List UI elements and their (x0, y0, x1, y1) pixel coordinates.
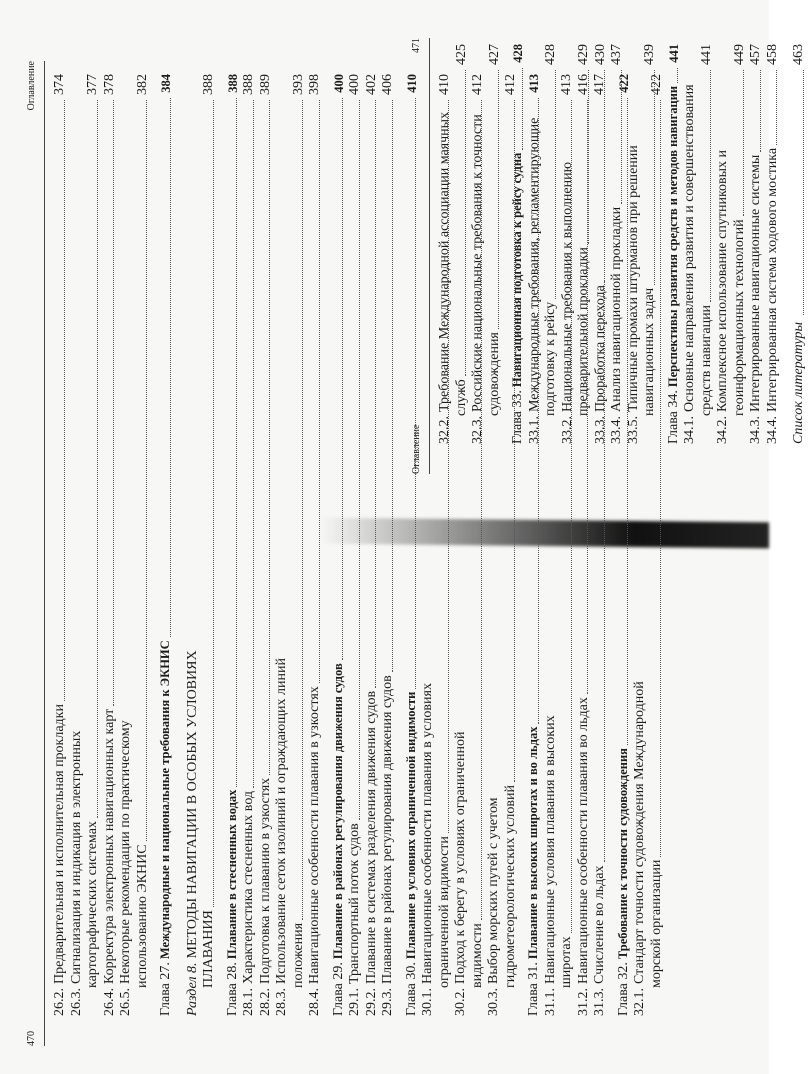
leader-dots (342, 98, 343, 661)
leader-dots (253, 100, 254, 788)
entry-page-number: 428 (543, 44, 558, 65)
entry-number: 28.4. (307, 988, 322, 1016)
chapter-label: Глава 32. (615, 962, 631, 1016)
entry-page-number: 413 (527, 74, 541, 93)
chapter-title: Требование к точности судовождения (615, 748, 630, 960)
chapter-heading (665, 86, 683, 444)
toc-entry (307, 74, 324, 1016)
toc-entry (748, 44, 765, 444)
entry-number: 34.1. (682, 416, 697, 444)
entry-text: служб (453, 379, 469, 416)
entry-text: Проработка перехода (592, 285, 608, 412)
chapter-label: Глава 30. (403, 962, 419, 1016)
entry-page-number: 388 (225, 74, 240, 93)
toc-entry (682, 44, 699, 444)
entry-page-number: 437 (609, 44, 624, 65)
right-table-of-contents (437, 44, 808, 444)
right-page-number: 471 (411, 38, 422, 53)
entry-page-number: 388 (201, 74, 216, 95)
leader-dots (743, 70, 744, 216)
chapter-title: Плавание в районах регулирования движения судов (330, 663, 345, 960)
entry-page-number: 400 (331, 74, 346, 93)
entry-page-number: 388 (241, 74, 256, 95)
entry-page-number: 441 (698, 44, 714, 65)
toc-entry (527, 44, 544, 444)
leader-dots (236, 98, 237, 787)
left-page-number: 470 (26, 1031, 37, 1046)
entry-text: Выбор морских путей с учетом (486, 797, 501, 984)
leader-dots (803, 70, 804, 315)
left-page-header (26, 61, 45, 1046)
chapter-title: Перспективы развития средств и методов навигации (665, 85, 680, 388)
entry-page-number: 410 (436, 74, 452, 95)
entry-text: Некоторые рекомендации по практическому (118, 720, 133, 984)
entry-text: Навигационные особенности плавания в узкостях (307, 686, 322, 984)
chapter-label: Глава 28. (224, 962, 240, 1016)
entry-page-number: 410 (404, 74, 419, 93)
entry-page-number: 425 (453, 44, 469, 65)
leader-dots (170, 98, 171, 638)
leader-dots (555, 70, 556, 299)
entry-number: 28.2. (257, 988, 273, 1016)
leader-dots (776, 70, 777, 145)
chapter-title: Навигационная подготовка к рейсу судна (510, 152, 524, 388)
leader-dots (710, 70, 711, 302)
entry-page-number: 422 (616, 74, 631, 93)
leader-dots (588, 70, 589, 244)
entry-page-number: 429 (576, 44, 591, 65)
entry-page-number: 402 (363, 74, 379, 95)
entry-page-number: 428 (511, 44, 525, 63)
toc-entry-continuation (732, 44, 749, 444)
entry-number: 34.2. (715, 416, 730, 444)
toc-chapter-entry (509, 44, 527, 444)
chapter-heading (224, 790, 242, 1016)
entry-number: 33.4. (609, 416, 624, 444)
toc-entry-continuation (454, 44, 471, 444)
entry-page-number: 430 (592, 44, 608, 65)
entry-text: Навигационные особенности плавания в условиях (420, 683, 435, 984)
right-running-head: Оглавление (411, 424, 422, 474)
entry-page-number: 463 (791, 44, 806, 65)
entry-page-number: 400 (347, 74, 362, 95)
entry-number: 34.3. (748, 416, 763, 444)
leader-dots (677, 68, 678, 83)
toc-entry (364, 74, 381, 1016)
leader-dots (64, 100, 65, 701)
entry-text: ПЛАВАНИЯ (201, 910, 216, 988)
toc-section-entry (185, 74, 202, 1016)
entry-page-number: 378 (101, 74, 117, 95)
entry-number: 29.3. (380, 988, 395, 1016)
toc-entry-continuation (291, 74, 308, 1016)
leader-dots (113, 100, 114, 706)
chapter-label: Глава 27. (158, 962, 173, 1016)
entry-number: 28.1. (241, 988, 256, 1016)
entry-page-number: 377 (85, 74, 100, 95)
entry-number: 30.1. (420, 988, 435, 1016)
entry-text: средств навигации (698, 304, 714, 416)
entry-text: Международные требования, регламентирующие (526, 117, 542, 412)
entry-page-number: 412 (469, 74, 485, 95)
entry-number: 30.2. (453, 988, 468, 1016)
entry-number: 28.3. (274, 988, 289, 1016)
entry-number: 33.1. (526, 416, 542, 444)
entry-text: широтах (559, 936, 574, 988)
toc-entry (470, 44, 487, 444)
toc-entry (52, 74, 69, 1016)
entry-number: 31.2. (575, 988, 591, 1016)
entry-text: Интегрированная система ходового мостика (764, 147, 780, 412)
entry-number: 32.3. (470, 416, 485, 444)
toc-entry (102, 74, 119, 1016)
toc-entry-continuation (642, 44, 659, 444)
toc-entry (626, 44, 643, 444)
chapter-title: Международные и национальные требования к ЭКНИС (158, 640, 172, 960)
section-heading (185, 650, 202, 1016)
leader-dots (498, 70, 499, 329)
entry-page-number: 382 (134, 74, 150, 95)
entry-text: Счисление во льдах (592, 865, 607, 984)
leader-dots (621, 70, 622, 204)
toc-entry-continuation (699, 44, 716, 444)
entry-text: Плавание в системах разделения движения судов (363, 690, 379, 984)
left-running-head: Оглавление (26, 61, 37, 111)
toc-entry (118, 74, 135, 1016)
entry-page-number: 449 (731, 44, 747, 65)
entry-text: предварительной прокладки (576, 247, 591, 416)
entry-text: Подготовка к плаванию в узкостях (257, 777, 273, 984)
leader-dots (319, 100, 320, 683)
entry-text: видимости (469, 923, 485, 988)
entry-page-number: 458 (764, 44, 780, 65)
toc-entry-continuation (543, 44, 560, 444)
bibliography-title: Список литературы (791, 322, 806, 444)
entry-number: 31.3. (592, 988, 607, 1016)
leader-dots (465, 70, 466, 376)
entry-text: Корректура электронных навигационных карт (101, 708, 117, 984)
entry-number: 33.3. (592, 416, 608, 444)
section-title: МЕТОДЫ НАВИГАЦИИ В ОСОБЫХ УСЛОВИЯХ (184, 650, 200, 959)
leader-dots (146, 100, 147, 841)
chapter-title: Плавание в высоких широтах и во льдах (526, 726, 540, 960)
toc-entry (241, 74, 258, 1016)
toc-entry-continuation (85, 74, 102, 1016)
entry-text: положения (290, 922, 306, 988)
leader-dots (97, 100, 98, 818)
entry-number: 33.2. (559, 416, 575, 444)
entry-number: 26.4. (101, 988, 117, 1016)
toc-entry-continuation (576, 44, 593, 444)
toc-entry-continuation (487, 44, 504, 444)
toc-entry (437, 44, 454, 444)
entry-text: Предварительная и исполнительная прокладки (52, 704, 67, 984)
entry-text: гидрометеорологических условий (502, 785, 518, 988)
entry-number: 26.5. (118, 988, 133, 1016)
toc-chapter-entry (330, 74, 348, 1016)
toc-entry (274, 74, 291, 1016)
entry-page-number: 389 (257, 74, 273, 95)
chapter-heading (509, 153, 527, 444)
leader-dots (269, 100, 270, 775)
entry-text: Стандарт точности судовождения Международной (632, 681, 647, 984)
toc-entry-continuation (201, 74, 218, 1016)
entry-text: Интегрированные навигационные системы (748, 154, 763, 412)
toc-entry-continuation (135, 74, 152, 1016)
entry-number: 30.3. (486, 988, 501, 1016)
entry-text: Характеристика стесненных вод (241, 790, 256, 984)
chapter-title: Плавание в стесненных водах (224, 789, 239, 960)
toc-entry (560, 44, 577, 444)
entry-page-number: 422 (648, 74, 664, 95)
leader-dots (359, 100, 360, 820)
toc-entry (715, 44, 732, 444)
toc-chapter-entry (665, 44, 683, 444)
entry-text: Навигационные условия плавания в высоких (542, 715, 558, 984)
leader-dots (522, 68, 523, 150)
toc-entry (258, 74, 275, 1016)
entry-number: 34.4. (764, 416, 780, 444)
leader-dots (604, 70, 605, 282)
leader-dots (302, 100, 303, 920)
toc-chapter-entry (157, 74, 175, 1016)
entry-text: ограниченной видимости (436, 836, 452, 988)
entry-number: 32.1. (632, 988, 647, 1016)
entry-text: Комплексное использование спутниковых и (715, 149, 730, 412)
entry-text: морской организации (648, 859, 664, 988)
toc-entry (347, 74, 364, 1016)
entry-page-number: 398 (307, 74, 322, 95)
entry-text: Требование Международной ассоциации маячных (437, 111, 452, 412)
chapter-label: Глава 34. (665, 390, 681, 444)
leader-dots (760, 70, 761, 152)
chapter-label: Глава 33. (510, 390, 525, 444)
chapter-heading (157, 640, 175, 1016)
entry-text: судовождения (486, 332, 502, 416)
entry-number: 26.3. (68, 988, 84, 1016)
entry-page-number: 406 (380, 74, 395, 95)
toc-chapter-entry (224, 74, 242, 1016)
entry-text: Использование сеток изолиний и ограждающих линий (274, 658, 289, 984)
toc-entry (69, 74, 86, 1016)
entry-text: Российские национальные требования к точности (470, 114, 485, 412)
section-label: Раздел 8. (184, 962, 200, 1016)
leader-dots (375, 100, 376, 688)
entry-text: Типичные промахи штурманов при решении (625, 145, 641, 412)
entry-number: 29.2. (363, 988, 379, 1016)
entry-page-number: 441 (666, 44, 681, 63)
entry-text: Транспортный поток судов (347, 823, 362, 984)
toc-entry (609, 44, 626, 444)
entry-number: 33.5. (625, 416, 641, 444)
entry-page-number: 427 (486, 44, 502, 65)
entry-text: Подход к берегу в условиях ограниченной (453, 731, 468, 984)
entry-text: Сигнализация и индикация в электронных (68, 730, 84, 984)
entry-number: 29.1. (347, 988, 362, 1016)
entry-text: Национальные требования к выполнению (559, 161, 575, 412)
entry-page-number: 412 (502, 74, 518, 95)
toc-bibliography-entry (791, 44, 808, 444)
leader-dots (213, 100, 214, 907)
toc-entry (765, 44, 782, 444)
chapter-label: Глава 31. (526, 962, 541, 1016)
entry-page-number: 413 (559, 74, 574, 95)
entry-text: геоинформационных технологий (731, 219, 747, 416)
chapter-label: Глава 29. (330, 962, 346, 1016)
entry-page-number: 384 (159, 74, 173, 93)
entry-page-number: 416 (575, 74, 591, 95)
entry-text: картографических системах (85, 821, 100, 988)
entry-text: Навигационные особенности плавания во льдах (575, 697, 591, 984)
entry-page-number: 417 (592, 74, 607, 95)
entry-text: использованию ЭКНИС (134, 844, 150, 988)
entry-text: подготовку к рейсу (543, 301, 558, 416)
entry-number: 31.1. (542, 988, 558, 1016)
entry-page-number: 439 (642, 44, 657, 65)
entry-text: Основные направления развития и совершенствования (682, 84, 697, 412)
entry-text: Плавание в районах регулирования движения судов (380, 675, 395, 984)
chapter-heading (330, 663, 348, 1016)
chapter-title: Плавание в условиях ограниченной видимости (403, 691, 418, 960)
leader-dots (654, 70, 655, 285)
right-page-header (411, 38, 430, 474)
toc-entry (593, 44, 610, 444)
entry-page-number: 374 (52, 74, 67, 95)
entry-page-number: 393 (290, 74, 306, 95)
entry-page-number: 457 (748, 44, 763, 65)
entry-text: навигационных задач (642, 287, 657, 416)
entry-text: Анализ навигационной прокладки (609, 206, 624, 412)
entry-number: 32.2. (437, 416, 452, 444)
entry-number: 26.2. (52, 988, 67, 1016)
